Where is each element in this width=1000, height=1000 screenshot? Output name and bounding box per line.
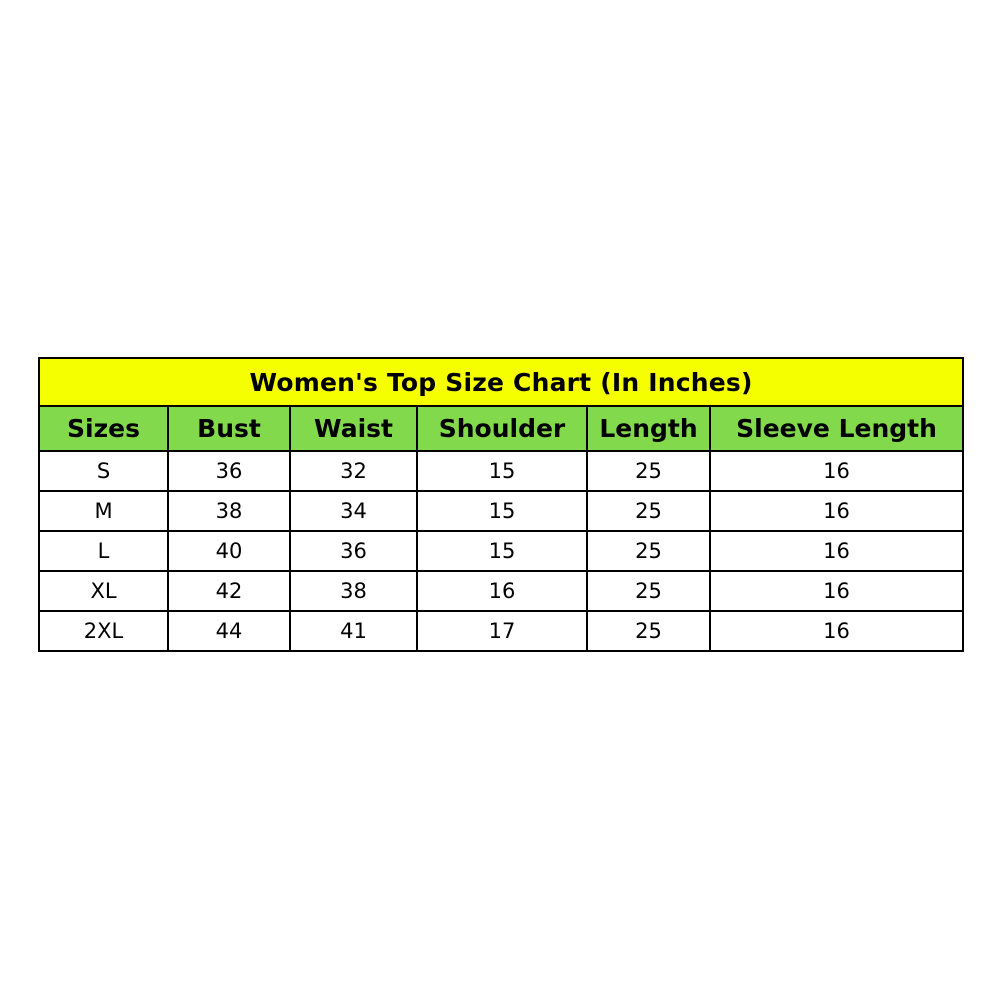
cell-length: 25 [587, 611, 710, 651]
cell-sleeve-length: 16 [710, 611, 963, 651]
table-row [39, 571, 963, 611]
cell-waist: 32 [290, 451, 417, 491]
column-header-sizes: Sizes [39, 406, 168, 451]
cell-shoulder: 15 [417, 531, 587, 571]
cell-length: 25 [587, 451, 710, 491]
cell-waist: 36 [290, 531, 417, 571]
cell-length: 25 [587, 571, 710, 611]
table-row [39, 531, 963, 571]
cell-waist: 41 [290, 611, 417, 651]
cell-waist: 34 [290, 491, 417, 531]
cell-shoulder: 15 [417, 451, 587, 491]
cell-length: 25 [587, 531, 710, 571]
cell-length: 25 [587, 491, 710, 531]
cell-sleeve-length: 16 [710, 451, 963, 491]
cell-size: L [39, 531, 168, 571]
cell-shoulder: 16 [417, 571, 587, 611]
cell-shoulder: 15 [417, 491, 587, 531]
column-header-length: Length [587, 406, 710, 451]
table-header-row [39, 406, 963, 451]
cell-size: 2XL [39, 611, 168, 651]
cell-sleeve-length: 16 [710, 571, 963, 611]
table-row [39, 491, 963, 531]
cell-bust: 44 [168, 611, 290, 651]
table-row [39, 611, 963, 651]
size-chart-table [38, 357, 964, 652]
cell-size: S [39, 451, 168, 491]
column-header-waist: Waist [290, 406, 417, 451]
cell-sleeve-length: 16 [710, 491, 963, 531]
cell-waist: 38 [290, 571, 417, 611]
cell-bust: 36 [168, 451, 290, 491]
column-header-shoulder: Shoulder [417, 406, 587, 451]
cell-size: XL [39, 571, 168, 611]
table-row [39, 451, 963, 491]
cell-bust: 38 [168, 491, 290, 531]
cell-shoulder: 17 [417, 611, 587, 651]
column-header-bust: Bust [168, 406, 290, 451]
column-header-sleeve-length: Sleeve Length [710, 406, 963, 451]
chart-title: Women's Top Size Chart (In Inches) [39, 358, 963, 406]
cell-size: M [39, 491, 168, 531]
table-title-row [39, 358, 963, 406]
cell-bust: 42 [168, 571, 290, 611]
cell-bust: 40 [168, 531, 290, 571]
size-chart-container [38, 357, 962, 652]
cell-sleeve-length: 16 [710, 531, 963, 571]
